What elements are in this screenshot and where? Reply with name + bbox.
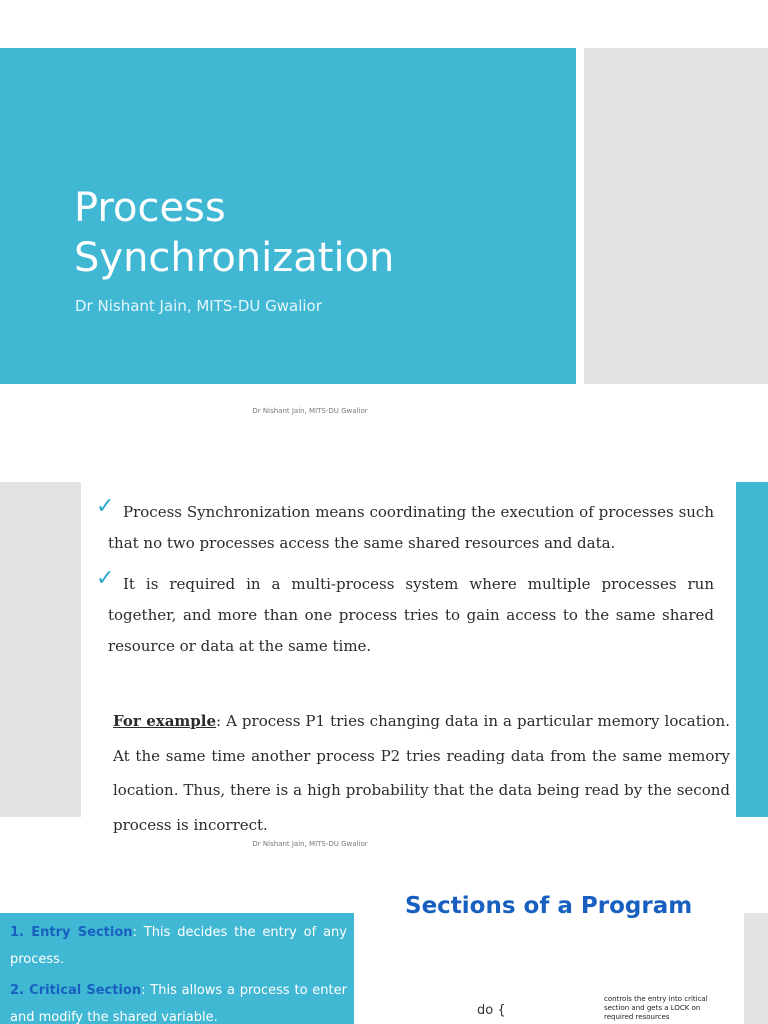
example-lead: For example [113, 712, 217, 730]
slide1-footer: Dr Nishant Jain, MITS-DU Gwalior [252, 407, 368, 415]
slide-title [74, 183, 564, 283]
critical-section-label: 2. Critical Section [10, 983, 142, 998]
example-text: : A process P1 tries changing data in a particular memory location. At the same time another process P2 tries reading data from the same memory location. Thus, there is a high probability that the data being read by the second process is incorrect. [113, 712, 730, 834]
sections-heading: Sections of a Program [405, 893, 693, 919]
bullet-requirement [96, 566, 714, 662]
check-icon: ✓ [96, 566, 115, 591]
bullet-definition-text: Process Synchronization means coordinating the execution of processes such that no two processes access the same shared resources and data. [108, 503, 714, 552]
entry-section-text: : This decides the entry of any process. [10, 925, 347, 967]
bullet-requirement-text: It is required in a multi-process system where multiple processes run together, and more than one process tries to gain access to the same shared resource or data at the same time. [108, 575, 714, 655]
critical-section-text: : This allows a process to enter and modify the shared variable. [10, 983, 347, 1024]
entry-section-annotation: controls the entry into critical section and gets a LOCK on required resources [604, 995, 708, 1021]
sections-panel [0, 913, 354, 1024]
check-icon: ✓ [96, 494, 115, 519]
slide2-left-panel [0, 482, 81, 817]
entry-section-label: 1. Entry Section [10, 925, 133, 940]
slide2-right-panel [736, 482, 768, 817]
slide3-right-panel [744, 913, 768, 1024]
slide-subtitle: Dr Nishant Jain, MITS-DU Gwalior [75, 297, 322, 315]
bullet-definition [96, 494, 714, 559]
example-paragraph [113, 704, 730, 842]
slide-title-line-2: Synchronization [74, 235, 395, 281]
slide-title-line-1: Process [74, 185, 226, 231]
critical-section-item [10, 977, 347, 1024]
code-line: do { [477, 1003, 506, 1018]
entry-section-item [10, 919, 347, 973]
title-slide-side-panel [584, 48, 768, 384]
slide2-footer: Dr Nishant Jain, MITS-DU Gwalior [252, 840, 368, 848]
